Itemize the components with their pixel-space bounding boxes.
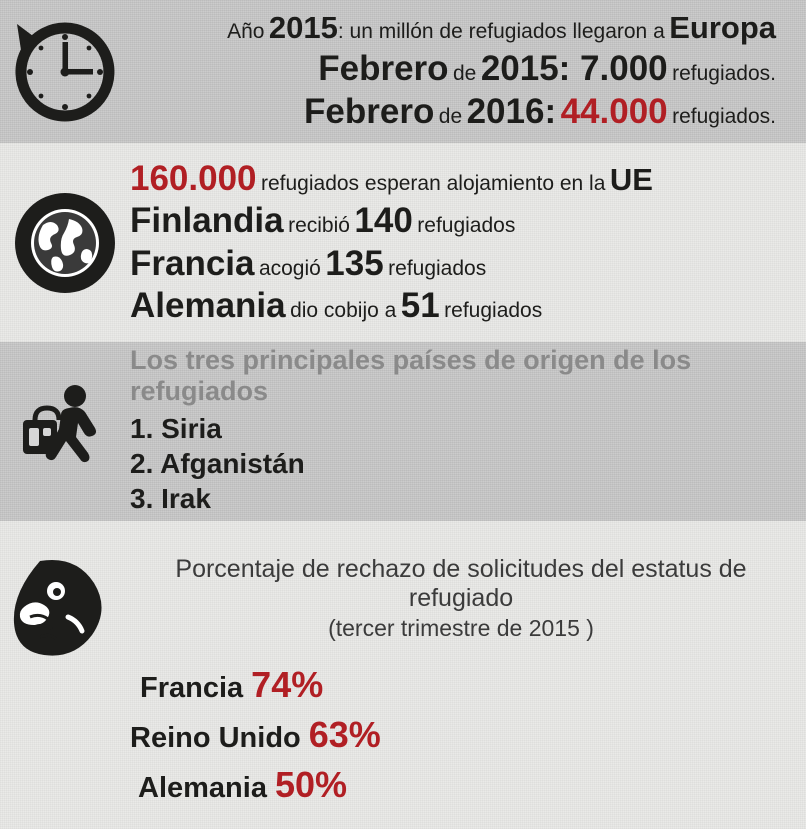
section-housing (0, 143, 806, 342)
rejection-country-uk: Reino Unido (130, 722, 301, 754)
origin-text-block (130, 345, 806, 518)
timeline-l1-a: Año (227, 20, 265, 44)
rejection-subheading: (tercer trimestre de 2015 ) (328, 615, 594, 641)
globe-icon-container (0, 191, 130, 295)
timeline-l2-value: 2015: 7.000 (480, 49, 668, 89)
housing-verb-france: acogió (258, 256, 321, 280)
housing-text-block (130, 157, 806, 328)
timeline-l1-europe: Europa (669, 10, 776, 46)
housing-line-france (130, 244, 792, 284)
timeline-line-3 (130, 92, 776, 132)
housing-unit-france: refugiados (388, 256, 487, 280)
housing-country-germany: Alemania (130, 285, 286, 325)
housing-country-finland: Finlandia (130, 201, 284, 241)
timeline-l3-highlight: 44.000 (560, 92, 668, 132)
timeline-line-2 (130, 49, 776, 89)
list-item: 2. Afganistán (130, 448, 305, 479)
rejection-percent-germany: 50% (274, 764, 348, 805)
rejection-rows (130, 664, 792, 806)
timeline-l3-a: Febrero (304, 92, 435, 132)
housing-value-germany: 51 (400, 285, 440, 325)
table-row (130, 664, 792, 706)
housing-l1-eu: UE (609, 162, 653, 197)
rejection-percent-france: 74% (251, 664, 324, 705)
table-row (130, 714, 792, 756)
list-item: 1. Siria (130, 413, 222, 444)
rejection-country-germany: Alemania (138, 772, 267, 804)
timeline-l1-c: : un millón de refugiados llegaron a (337, 20, 665, 44)
housing-verb-germany: dio cobijo a (290, 298, 397, 322)
housing-unit-finland: refugiados (417, 214, 516, 238)
housing-value-france: 135 (325, 243, 384, 283)
origin-heading: Los tres principales países de origen de los refugiados (130, 345, 692, 406)
housing-line-1 (130, 159, 792, 199)
timeline-l2-b: de (453, 62, 477, 86)
housing-line-germany (130, 286, 792, 326)
housing-verb-finland: recibió (288, 214, 350, 238)
timeline-l3-d: refugiados. (672, 105, 776, 129)
list-item: 3. Irak (130, 483, 211, 514)
housing-country-france: Francia (130, 243, 255, 283)
rejection-text-block (130, 555, 806, 814)
housing-total: 160.000 (130, 159, 257, 198)
timeline-line-1 (130, 10, 776, 46)
housing-value-finland: 140 (354, 201, 413, 241)
timeline-l3-b: de (438, 105, 463, 129)
rejection-heading: Porcentaje de rechazo de solicitudes del estatus de refugiado (175, 555, 747, 612)
section-timeline (0, 0, 806, 143)
face-hand-icon (10, 555, 120, 661)
rejection-percent-uk: 63% (308, 714, 381, 755)
timeline-l2-d: refugiados. (672, 62, 776, 86)
refugee-icon-container (0, 382, 130, 482)
clock-icon-container (0, 20, 130, 124)
timeline-text-block (130, 7, 806, 135)
timeline-l2-a: Febrero (318, 49, 449, 89)
section-origin-countries (0, 342, 806, 521)
housing-line-finland (130, 201, 792, 241)
timeline-l3-c: 2016: (466, 92, 557, 132)
face-icon-container (0, 555, 130, 661)
globe-icon (13, 191, 117, 295)
housing-unit-germany: refugiados (444, 298, 543, 322)
table-row (130, 764, 792, 806)
rejection-country-france: Francia (140, 672, 244, 704)
housing-l1-a: refugiados esperan alojamiento en la (260, 172, 606, 195)
timeline-l1-year: 2015 (268, 10, 338, 46)
section-rejection-rates (0, 521, 806, 829)
refugee-walking-icon (13, 382, 117, 482)
clock-icon (11, 20, 119, 124)
